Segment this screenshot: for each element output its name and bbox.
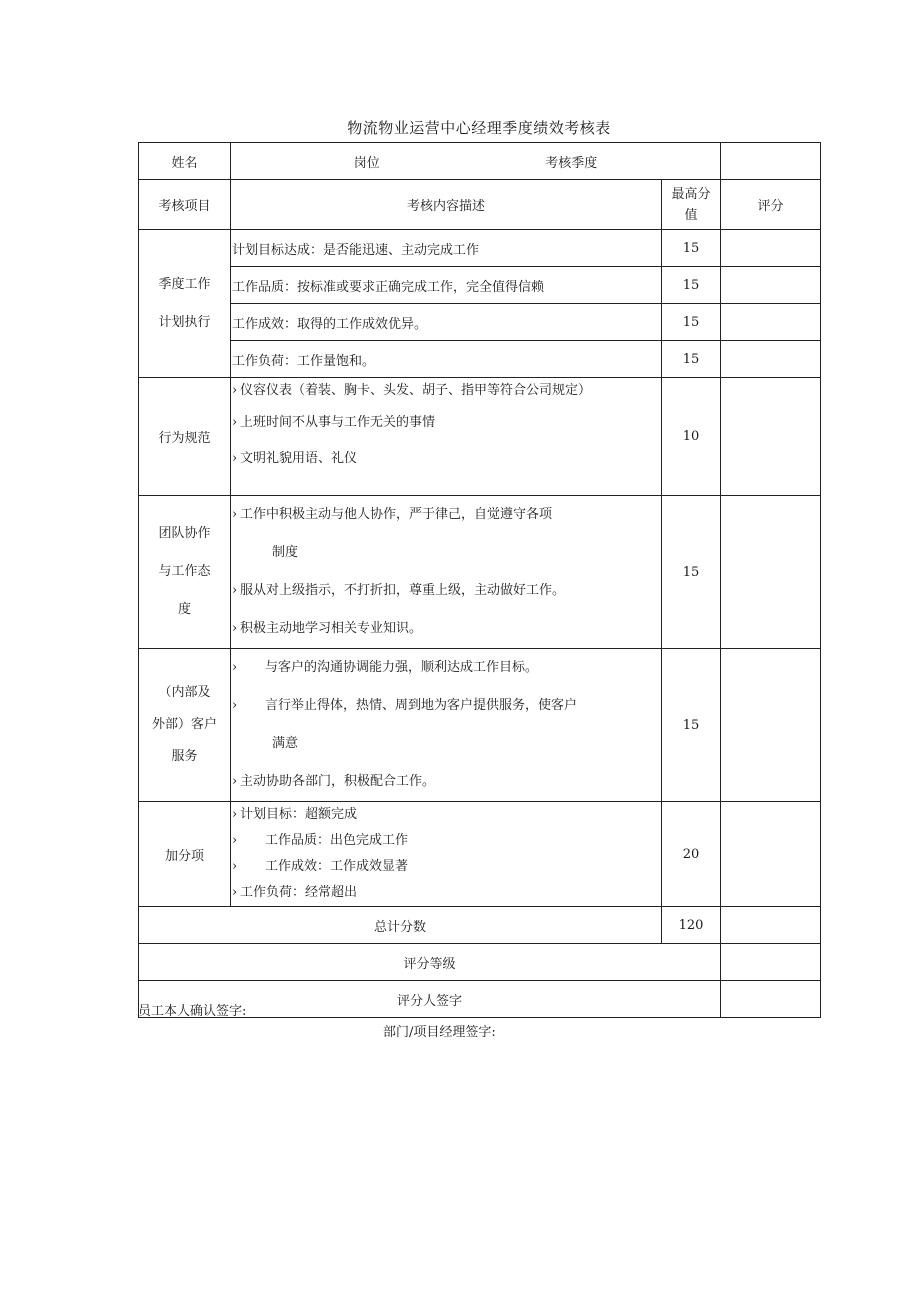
- evaluation-table: [138, 142, 821, 1018]
- team-desc: [231, 496, 662, 649]
- behavior-item-3: › 文明礼貌用语、礼仪: [232, 446, 661, 472]
- behavior-score[interactable]: [721, 378, 821, 496]
- category-service-line1: （内部及: [158, 685, 211, 700]
- col-max-header: [662, 180, 721, 230]
- behavior-max: 10: [662, 378, 721, 496]
- col-item-header: 考核项目: [139, 180, 231, 230]
- category-bonus: 加分项: [139, 802, 231, 907]
- col-score-header: 评分: [721, 180, 821, 230]
- total-max: 120: [662, 907, 721, 944]
- bullet-marker: ›: [232, 451, 238, 466]
- bullet-marker: ›: [232, 698, 238, 713]
- rater-signature[interactable]: [721, 981, 821, 1018]
- plan-max-2: 15: [662, 267, 721, 304]
- plan-score-1[interactable]: [721, 230, 821, 267]
- employee-signature-label: 员工本人确认签字:: [138, 1004, 247, 1019]
- service-score[interactable]: [721, 649, 821, 802]
- category-behavior: 行为规范: [139, 378, 231, 496]
- bonus-desc: [231, 802, 662, 907]
- table-row: [139, 496, 821, 649]
- quarter-label: 考核季度: [545, 155, 598, 171]
- grade-value[interactable]: [721, 944, 821, 981]
- bullet-marker: ›: [232, 415, 238, 430]
- team-item-1-cont: 制度: [272, 545, 299, 560]
- bullet-marker: ›: [232, 383, 238, 398]
- plan-max-1: 15: [662, 230, 721, 267]
- bullet-marker: ›: [232, 621, 238, 636]
- table-row: [139, 341, 821, 378]
- bonus-max: 20: [662, 802, 721, 907]
- team-item-2: › 服从对上级指示，不打折扣，尊重上级，主动做好工作。: [232, 572, 661, 610]
- plan-desc-4: 工作负荷：工作量饱和。: [231, 341, 662, 378]
- bullet-marker: ›: [232, 583, 238, 598]
- service-item-1: › 与客户的沟通协调能力强，顺利达成工作目标。: [232, 649, 661, 687]
- total-label: 总计分数: [139, 907, 662, 944]
- bullet-marker: ›: [232, 885, 238, 900]
- col-max-line1: 最高分: [671, 186, 711, 202]
- table-row: [139, 267, 821, 304]
- behavior-item-2: › 上班时间不从事与工作无关的事情: [232, 410, 661, 436]
- behavior-item-1: › 仪容仪表（着装、胸卡、头发、胡子、指甲等符合公司规定）: [232, 378, 661, 404]
- total-score[interactable]: [721, 907, 821, 944]
- service-item-2-cont: 满意: [272, 736, 299, 751]
- table-row: [139, 378, 821, 496]
- category-team: [139, 496, 231, 649]
- header-row: [139, 143, 821, 180]
- bonus-item-2: › 工作品质：出色完成工作: [232, 828, 661, 854]
- position-quarter-cell: [231, 143, 721, 180]
- plan-desc-3: 工作成效：取得的工作成效优异。: [231, 304, 662, 341]
- plan-desc-1: 计划目标达成：是否能迅速、主动完成工作: [231, 230, 662, 267]
- plan-score-4[interactable]: [721, 341, 821, 378]
- col-desc-header: 考核内容描述: [231, 180, 662, 230]
- team-item-3: › 积极主动地学习相关专业知识。: [232, 610, 661, 648]
- bullet-marker: ›: [232, 833, 238, 848]
- manager-signature-label: 部门/项目经理签字:: [383, 1025, 496, 1040]
- service-desc: [231, 649, 662, 802]
- category-team-line1: 团队协作: [158, 526, 211, 541]
- bonus-item-4: › 工作负荷：经常超出: [232, 880, 661, 906]
- bonus-item-3: › 工作成效：工作成效显著: [232, 854, 661, 880]
- category-team-line3: 度: [177, 602, 191, 617]
- category-team-line2: 与工作态: [158, 564, 211, 579]
- category-plan: [139, 230, 231, 378]
- bullet-marker: ›: [232, 774, 238, 789]
- col-max-line2: 值: [684, 207, 698, 223]
- quarter-value-cell[interactable]: [721, 143, 821, 180]
- grade-row: [139, 944, 821, 981]
- category-service: [139, 649, 231, 802]
- service-item-2: › 言行举止得体，热情、周到地为客户提供服务，使客户: [232, 687, 661, 725]
- category-service-line3: 服务: [171, 749, 198, 764]
- service-item-3: › 主动协助各部门，积极配合工作。: [232, 763, 661, 801]
- bullet-marker: ›: [232, 507, 238, 522]
- table-row: [139, 802, 821, 907]
- name-label: 姓名: [139, 143, 231, 180]
- bonus-item-1: › 计划目标：超额完成: [232, 802, 661, 828]
- total-row: [139, 907, 821, 944]
- plan-score-2[interactable]: [721, 267, 821, 304]
- column-header-row: [139, 180, 821, 230]
- team-score[interactable]: [721, 496, 821, 649]
- service-max: 15: [662, 649, 721, 802]
- bullet-marker: ›: [232, 859, 238, 874]
- plan-desc-2: 工作品质：按标准或要求正确完成工作，完全值得信赖: [231, 267, 662, 304]
- category-service-line2: 外部）客户: [151, 717, 217, 732]
- grade-label: 评分等级: [139, 944, 721, 981]
- bullet-marker: ›: [232, 660, 238, 675]
- bonus-score[interactable]: [721, 802, 821, 907]
- team-item-1: › 工作中积极主动与他人协作，严于律己，自觉遵守各项: [232, 496, 661, 534]
- table-row: [139, 304, 821, 341]
- category-plan-line1: 季度工作: [158, 276, 211, 292]
- position-label: 岗位: [353, 155, 380, 171]
- rater-label: 评分人签字: [139, 981, 721, 1018]
- team-max: 15: [662, 496, 721, 649]
- table-row: [139, 230, 821, 267]
- page-title: 物流物业运营中心经理季度绩效考核表: [347, 119, 611, 137]
- behavior-desc: [231, 378, 662, 496]
- table-row: [139, 649, 821, 802]
- plan-max-3: 15: [662, 304, 721, 341]
- plan-max-4: 15: [662, 341, 721, 378]
- plan-score-3[interactable]: [721, 304, 821, 341]
- category-plan-line2: 计划执行: [158, 314, 211, 330]
- bullet-marker: ›: [232, 807, 238, 822]
